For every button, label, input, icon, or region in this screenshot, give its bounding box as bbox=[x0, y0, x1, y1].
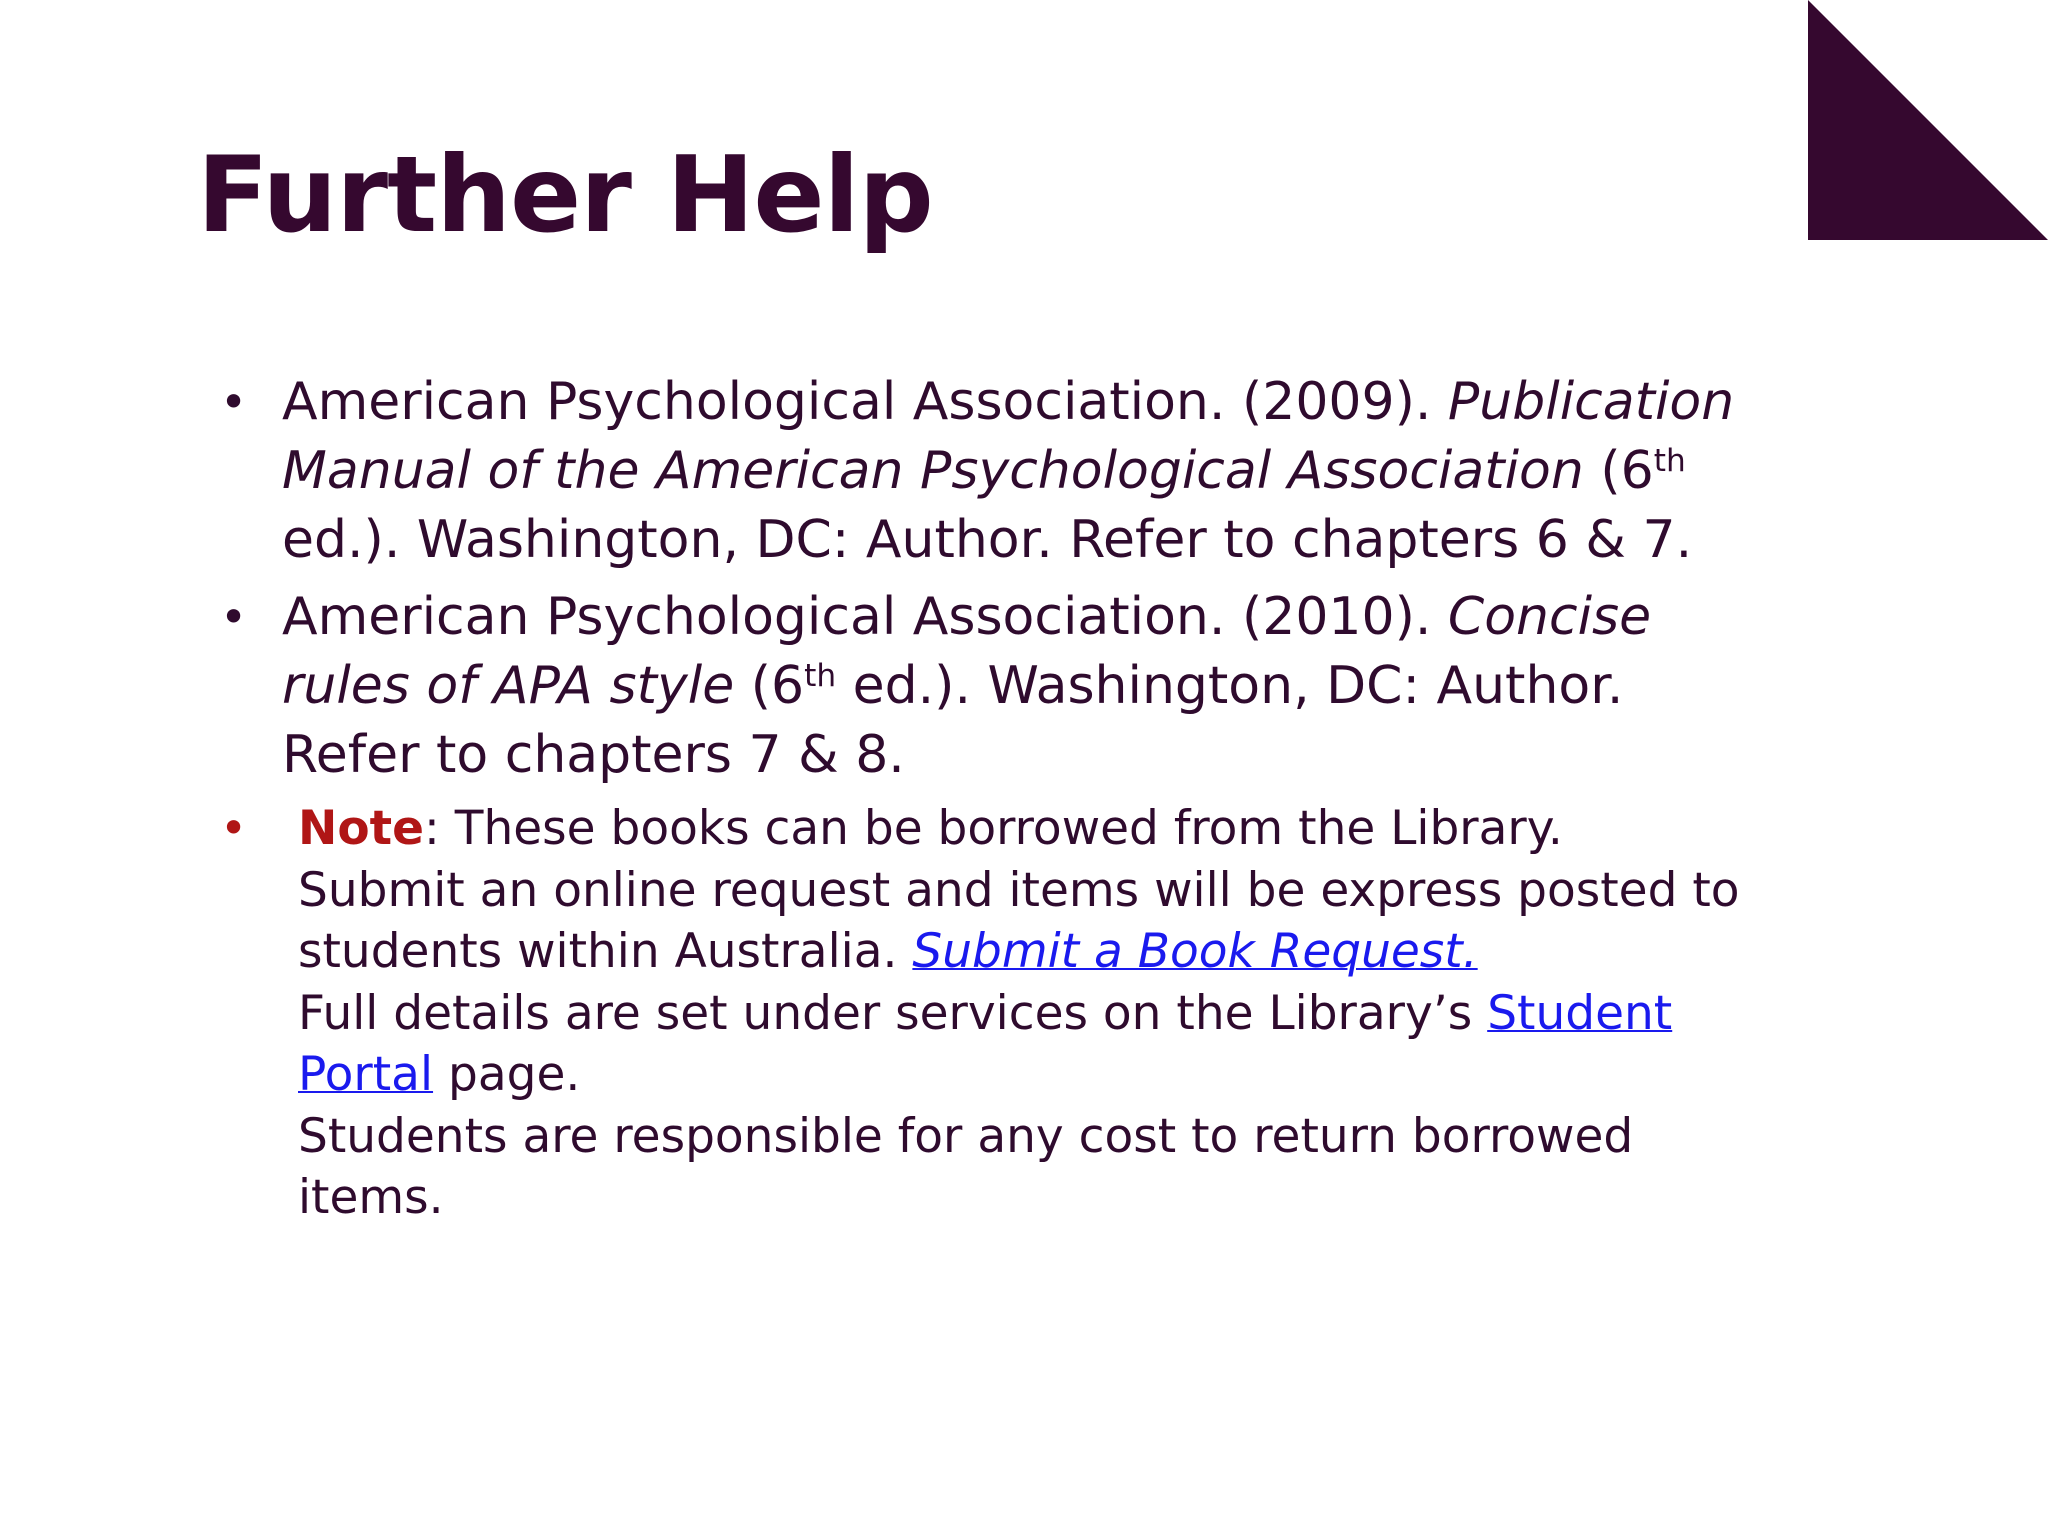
reference-item-concise-rules bbox=[210, 583, 1740, 790]
note-details-line bbox=[298, 983, 1740, 1106]
note-responsibility-text: Students are responsible for any cost to return borrowed items. bbox=[298, 1108, 1634, 1225]
reference-edition-suffix: th bbox=[804, 657, 837, 694]
bullet-icon: • bbox=[220, 375, 248, 429]
reference-text: American Psychological Association. (2009). bbox=[282, 372, 1448, 432]
note-text: These books can be borrowed from the Library. Submit an online request and items will be express posted to students within Australia. bbox=[298, 801, 1740, 979]
note-details-text: Full details are set under services on the Library’s bbox=[298, 985, 1488, 1041]
note-item bbox=[210, 798, 1740, 1229]
reference-book-title: Publication Manual of the American Psychological Association bbox=[282, 372, 1735, 501]
student-portal-link[interactable]: Student Portal bbox=[298, 985, 1673, 1102]
reference-text: American Psychological Association. (2010). bbox=[282, 587, 1448, 647]
reference-edition-open: (6 bbox=[1583, 441, 1654, 501]
note-colon: : bbox=[423, 801, 440, 856]
note-label: Note bbox=[298, 801, 424, 856]
reference-book-title: Concise rules of APA style bbox=[282, 587, 1652, 716]
reference-item-apa-manual bbox=[210, 368, 1740, 575]
reference-publisher: ed.). Washington, DC: Author. Refer to chapters 7 & 8. bbox=[282, 656, 1624, 785]
reference-edition-suffix: th bbox=[1653, 442, 1686, 479]
bullet-icon: • bbox=[220, 801, 248, 855]
reference-edition-open: (6 bbox=[734, 656, 805, 716]
submit-book-request-link[interactable]: Submit a Book Request. bbox=[912, 924, 1478, 979]
bullet-icon: • bbox=[220, 590, 248, 644]
reference-publisher: ed.). Washington, DC: Author. Refer to chapters 6 & 7. bbox=[282, 510, 1693, 570]
slide-title: Further Help bbox=[197, 134, 933, 256]
note-details-end: page. bbox=[433, 1047, 581, 1102]
corner-triangle-decoration bbox=[1808, 0, 2048, 240]
reference-list bbox=[210, 368, 1740, 1229]
